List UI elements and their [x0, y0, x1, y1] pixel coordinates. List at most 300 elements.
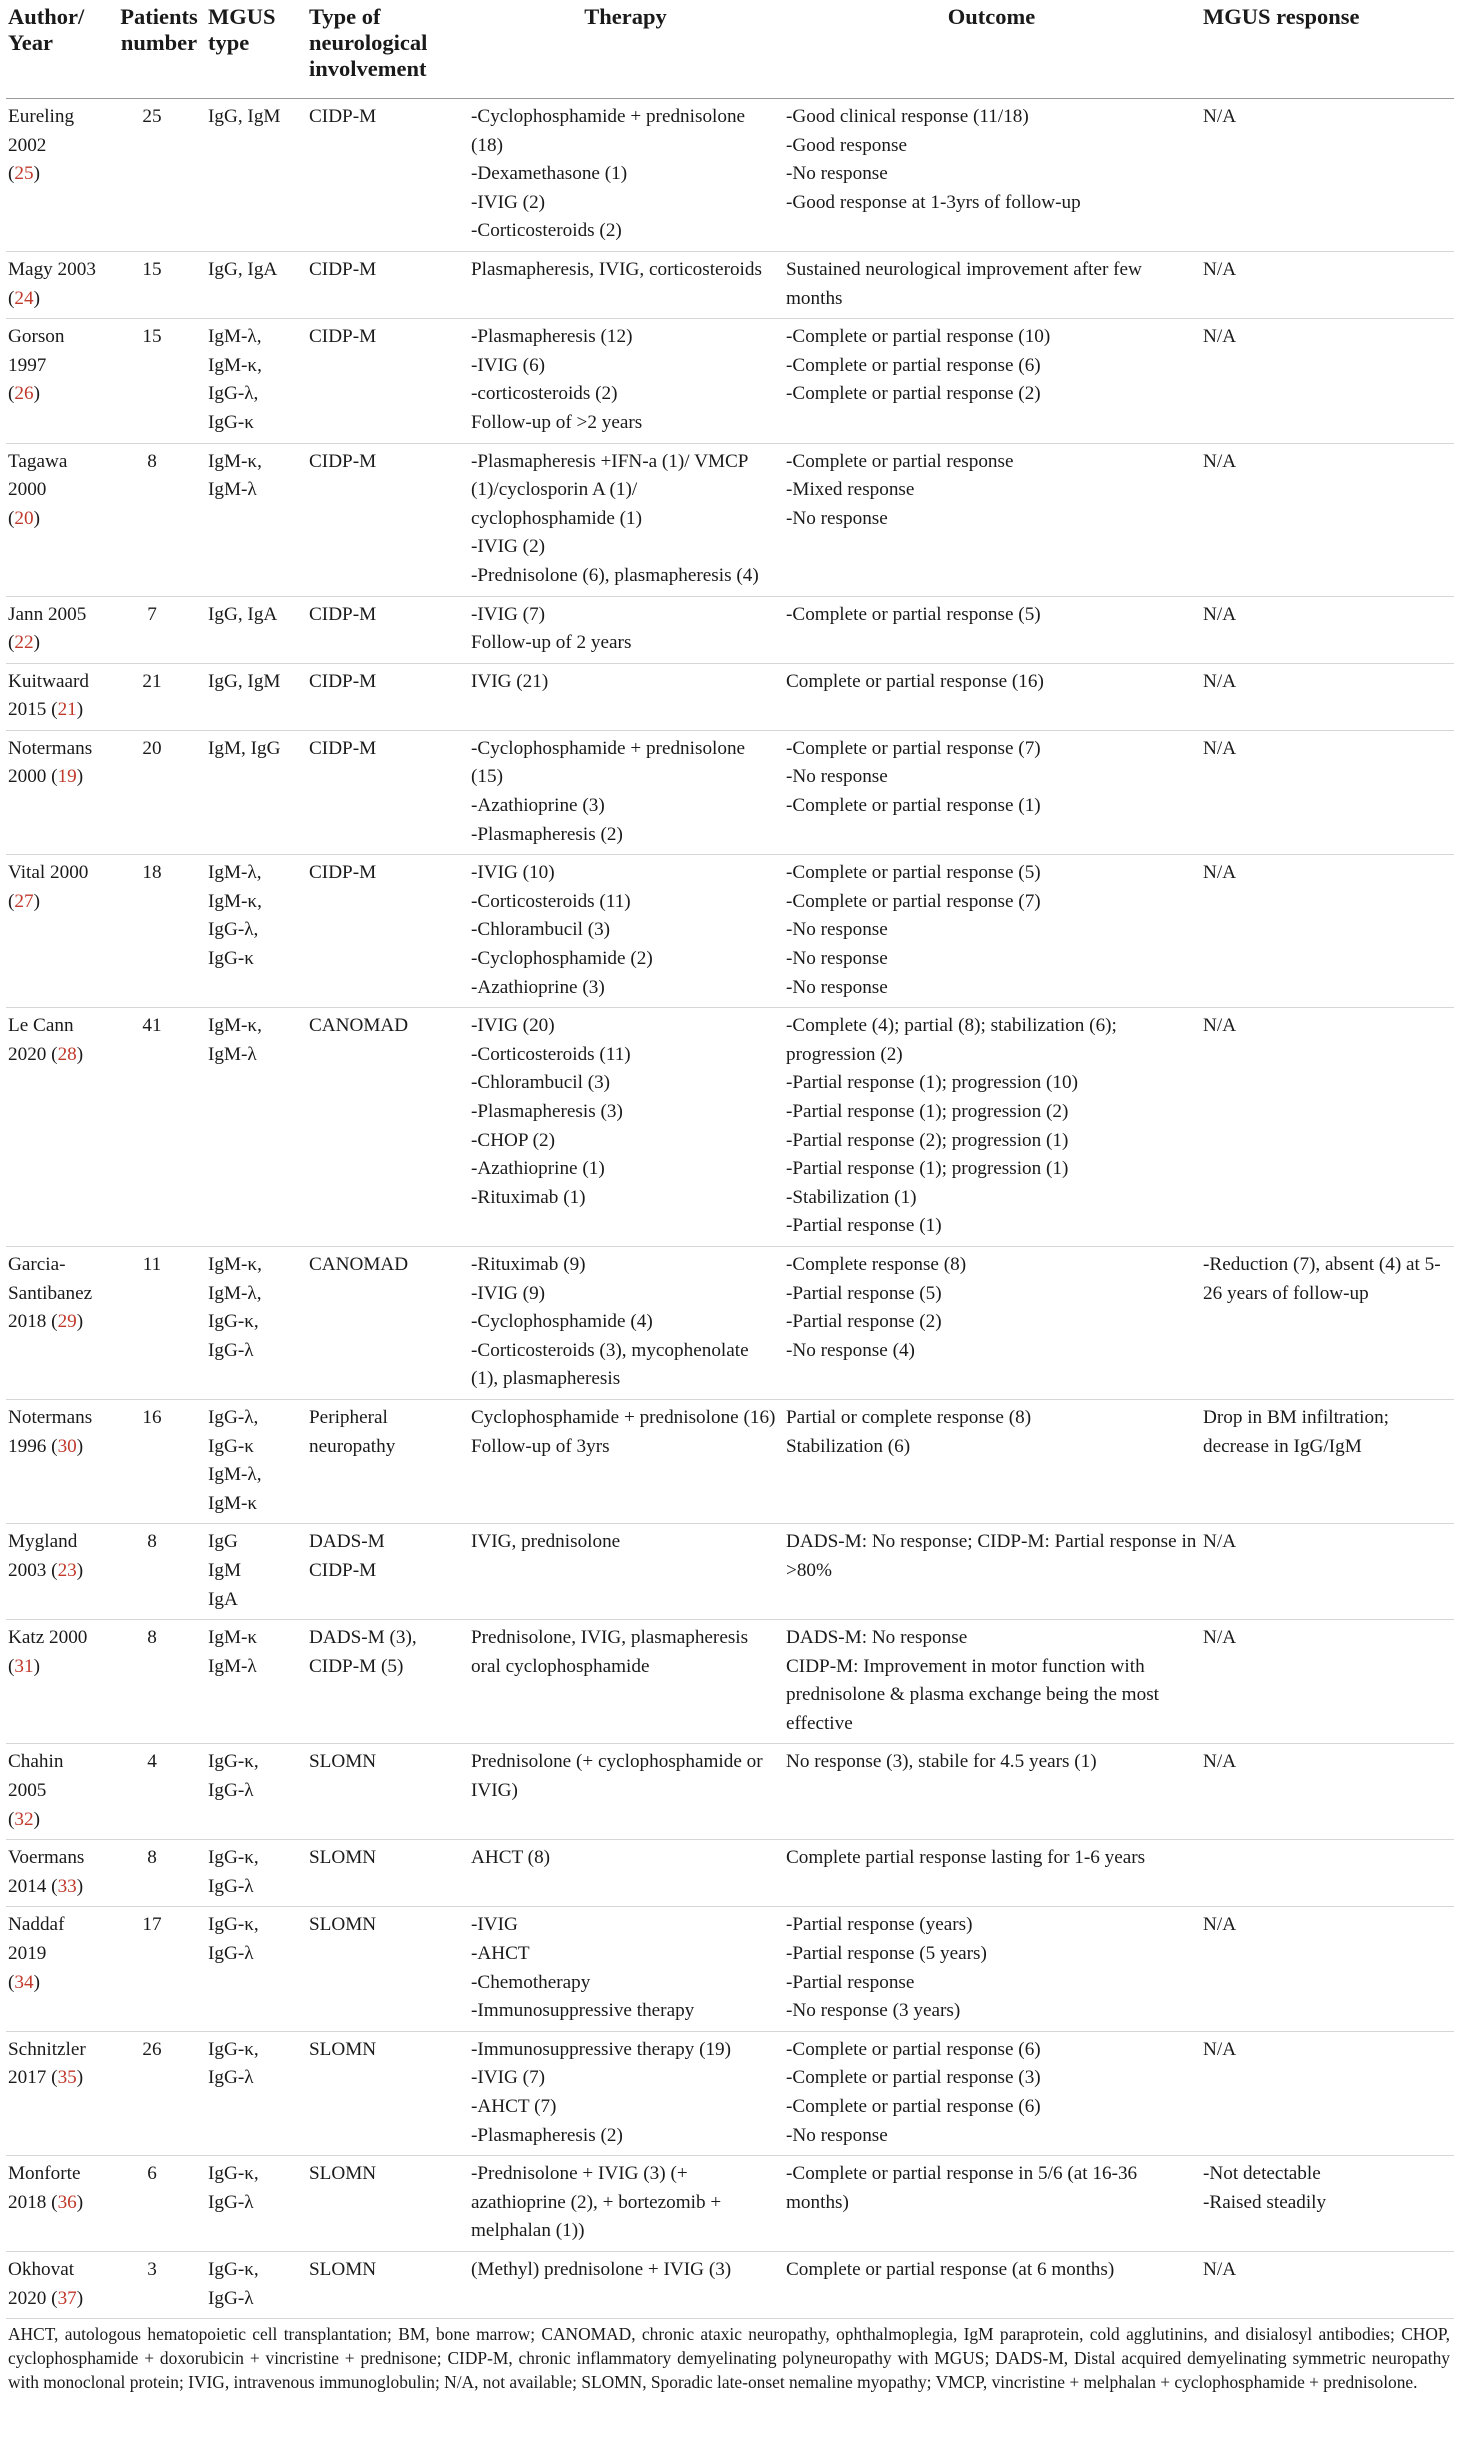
cell-mgus-type-line: IgG-κ, [208, 1847, 259, 1869]
cell-neurological-involvement-line: CIDP-M [309, 1559, 377, 1581]
cell-mgus-response [1203, 2031, 1454, 2155]
cell-outcome-line: -Stabilization (1) [786, 1186, 917, 1208]
cell-outcome-line: DADS-M: No response; CIDP-M: Partial response in >80% [786, 1531, 1197, 1581]
cell-mgus-type-line: IgM-λ, [208, 1464, 262, 1486]
cell-mgus-type-line: IgG-λ [208, 1339, 254, 1361]
cell-mgus-response [1203, 1840, 1454, 1907]
cell-outcome [786, 319, 1203, 443]
cell-outcome-line: -Partial response (1); progression (1) [786, 1158, 1069, 1180]
table-footnote: AHCT, autologous hematopoietic cell transplantation; BM, bone marrow; CANOMAD, chronic ataxic neuropathy, ophthalmoplegia, IgM paraprotein, cold agglutinins, and disialosyl antibodies; CHOP, cyclophosphamide + doxorubicin + vincristine + prednisone; CIDP-M, chronic inflammatory demyelinating polyneuropathy with MGUS; DADS-M, Distal acquired demyelinating symmetric neuropathy with monoclonal protein; IVIG, intravenous immunoglobulin; N/A, not available; SLOMN, Sporadic late-onset nemaline myopathy; VMCP, vincristine + melphalan + cyclophosphamide + prednisolone. [8, 2324, 1450, 2393]
table-row [6, 2251, 1454, 2318]
cell-outcome [786, 1246, 1203, 1399]
cell-mgus-response [1203, 730, 1454, 854]
reference-link[interactable]: 21 [57, 699, 77, 721]
author-line: (27) [8, 890, 40, 912]
cell-patients-number: 8 [110, 1524, 208, 1620]
cell-neurological-involvement-line: Peripheral neuropathy [309, 1406, 396, 1457]
author-line: Le Cann [8, 1015, 74, 1037]
cell-outcome-line: -Partial response (5) [786, 1282, 942, 1304]
table-row [6, 1246, 1454, 1399]
cell-author-year [6, 1524, 110, 1620]
author-line: Notermans [8, 737, 93, 759]
cell-therapy-line: -IVIG (20) [471, 1015, 555, 1037]
author-line: Magy 2003 [8, 258, 96, 280]
table-row [6, 663, 1454, 730]
author-line: 1997 [8, 354, 47, 376]
cell-mgus-type [208, 99, 309, 252]
cell-author-year [6, 663, 110, 730]
header-label-line: MGUS [208, 4, 276, 29]
cell-therapy-line: -Cyclophosphamide + prednisolone (18) [471, 106, 746, 156]
cell-mgus-type-line: IgM-λ [208, 479, 257, 501]
cell-mgus-type-line: IgM-κ, [208, 450, 262, 472]
header-label-line: Therapy [584, 4, 667, 29]
cell-outcome-line: -Complete or partial response (5) [786, 603, 1041, 625]
cell-author-year [6, 1840, 110, 1907]
cell-outcome [786, 596, 1203, 663]
author-line: 2000 (19) [8, 766, 84, 788]
cell-mgus-response [1203, 1008, 1454, 1247]
cell-therapy-line: -Immunosuppressive therapy [471, 2000, 695, 2022]
table-row [6, 1744, 1454, 1840]
reference-link[interactable]: 20 [14, 507, 34, 529]
cell-patients-number: 26 [110, 2031, 208, 2155]
reference-link[interactable]: 27 [14, 890, 34, 912]
cell-mgus-type-line: IgG, IgA [208, 258, 278, 280]
table-row [6, 1840, 1454, 1907]
cell-mgus-type-line: IgA [208, 1588, 238, 1610]
cell-neurological-involvement-line: SLOMN [309, 2038, 377, 2060]
header-patients-number [110, 2, 208, 99]
cell-author-year [6, 1907, 110, 2031]
cell-neurological-involvement [309, 443, 471, 596]
table-row [6, 596, 1454, 663]
author-line: (24) [8, 287, 40, 309]
cell-outcome-line: CIDP-M: Improvement in motor function with prednisolone & plasma exchange being the most effective [786, 1655, 1159, 1734]
cell-mgus-type-line: IgG [208, 1531, 238, 1553]
cell-therapy-line: -CHOP (2) [471, 1129, 556, 1151]
cell-neurological-involvement-line: DADS-M (3), [309, 1627, 417, 1649]
cell-therapy-line: -Plasmapheresis (2) [471, 2124, 623, 2146]
cell-therapy-line: Prednisolone (+ cyclophosphamide or IVIG) [471, 1751, 763, 1802]
cell-mgus-response-line: N/A [1203, 258, 1237, 280]
cell-therapy [471, 319, 786, 443]
cell-neurological-involvement-line: CANOMAD [309, 1015, 409, 1037]
reference-link[interactable]: 29 [57, 1311, 77, 1333]
cell-mgus-type [208, 251, 309, 318]
cell-therapy-line: -Azathioprine (3) [471, 976, 605, 998]
table-row [6, 1620, 1454, 1744]
cell-mgus-response [1203, 1907, 1454, 2031]
cell-author-year [6, 1399, 110, 1523]
cell-neurological-involvement-line: CIDP-M [309, 450, 377, 472]
cell-mgus-response [1203, 596, 1454, 663]
table-row [6, 855, 1454, 1008]
cell-mgus-type-line: IgG-λ [208, 2287, 254, 2309]
reference-link[interactable]: 37 [57, 2287, 77, 2309]
cell-mgus-type-line: IgG-κ [208, 948, 254, 970]
cell-mgus-type-line: IgM-κ [208, 1627, 258, 1649]
header-therapy [471, 2, 786, 99]
cell-mgus-response-line: -Raised steadily [1203, 2191, 1327, 2213]
table-row [6, 443, 1454, 596]
author-line: Jann 2005 [8, 603, 87, 625]
cell-outcome-line: -Complete response (8) [786, 1253, 967, 1275]
cell-therapy-line: -corticosteroids (2) [471, 383, 618, 405]
cell-outcome-line: -Partial response (2); progression (1) [786, 1129, 1069, 1151]
header-label-line: MGUS response [1203, 4, 1360, 29]
cell-mgus-type [208, 1907, 309, 2031]
cell-mgus-type-line: IgG, IgA [208, 603, 278, 625]
header-neurological-involvement [309, 2, 471, 99]
cell-mgus-type-line: IgG-κ [208, 411, 254, 433]
cell-outcome-line: Sustained neurological improvement after few months [786, 258, 1142, 309]
cell-patients-number: 25 [110, 99, 208, 252]
reference-link[interactable]: 30 [57, 1435, 77, 1457]
cell-outcome-line: -No response [786, 507, 888, 529]
cell-neurological-involvement-line: CIDP-M [309, 326, 377, 348]
author-line: (34) [8, 1971, 40, 1993]
cell-outcome-line: -No response [786, 766, 888, 788]
table-body [6, 99, 1454, 2319]
table-row [6, 730, 1454, 854]
reference-link[interactable]: 36 [57, 2191, 77, 2213]
cell-neurological-involvement-line: CIDP-M [309, 670, 377, 692]
cell-neurological-involvement-line: CIDP-M [309, 603, 377, 625]
cell-patients-number: 11 [110, 1246, 208, 1399]
cell-patients-number: 8 [110, 443, 208, 596]
header-outcome [786, 2, 1203, 99]
cell-neurological-involvement [309, 855, 471, 1008]
cell-neurological-involvement-line: CIDP-M [309, 106, 377, 127]
author-line: 2017 (35) [8, 2067, 84, 2089]
cell-mgus-response-line: N/A [1203, 1751, 1237, 1773]
author-line: Santibanez [8, 1282, 93, 1304]
cell-neurological-involvement [309, 596, 471, 663]
cell-outcome-line: -Complete or partial response (6) [786, 2096, 1041, 2117]
cell-therapy-line: Prednisolone, IVIG, plasmapheresis oral cyclophosphamide [471, 1627, 749, 1677]
cell-author-year [6, 1008, 110, 1247]
cell-therapy [471, 2156, 786, 2252]
cell-therapy-line: -Plasmapheresis (2) [471, 823, 623, 845]
cell-outcome-line: -Complete or partial response (6) [786, 354, 1041, 376]
author-line: Mygland [8, 1531, 78, 1553]
cell-patients-number: 3 [110, 2251, 208, 2318]
cell-therapy [471, 1008, 786, 1247]
cell-outcome-line: No response (3), stabile for 4.5 years (1) [786, 1751, 1097, 1773]
header-label-line: Patients [120, 4, 198, 29]
cell-mgus-response-line: -Reduction (7), absent (4) at 5-26 years of follow-up [1203, 1253, 1441, 1304]
author-line: (22) [8, 632, 40, 654]
cell-neurological-involvement-line: CIDP-M [309, 737, 377, 759]
cell-mgus-type [208, 855, 309, 1008]
cell-mgus-response [1203, 251, 1454, 318]
cell-outcome-line: Partial or complete response (8) [786, 1406, 1032, 1428]
table-row [6, 1907, 1454, 2031]
cell-therapy-line: -IVIG (2) [471, 536, 546, 558]
cell-therapy-line: Cyclophosphamide + prednisolone (16) [471, 1406, 776, 1428]
reference-link[interactable]: 31 [14, 1655, 34, 1677]
cell-outcome [786, 2031, 1203, 2155]
cell-neurological-involvement-line: DADS-M [309, 1531, 385, 1553]
cell-outcome [786, 2251, 1203, 2318]
cell-mgus-type [208, 1524, 309, 1620]
author-line: 2002 [8, 134, 47, 156]
cell-neurological-involvement [309, 1399, 471, 1523]
cell-therapy-line: -Cyclophosphamide + prednisolone (15) [471, 737, 746, 788]
author-line: 2015 (21) [8, 699, 84, 721]
cell-outcome-line: -Partial response (1); progression (2) [786, 1101, 1069, 1122]
cell-author-year [6, 251, 110, 318]
cell-therapy-line: Plasmapheresis, IVIG, corticosteroids [471, 258, 762, 280]
cell-mgus-response-line: N/A [1203, 1914, 1237, 1936]
author-line: Eureling [8, 106, 75, 127]
cell-author-year [6, 730, 110, 854]
author-line: (32) [8, 1808, 40, 1830]
cell-therapy [471, 663, 786, 730]
reference-link[interactable]: 22 [14, 632, 34, 654]
cell-mgus-type-line: IgG-κ, [208, 2038, 259, 2060]
author-line: Schnitzler [8, 2038, 86, 2060]
cell-therapy-line: -AHCT [471, 1943, 530, 1965]
cell-neurological-involvement [309, 730, 471, 854]
cell-therapy-line: -Azathioprine (3) [471, 795, 605, 817]
cell-outcome-line: -Partial response (5 years) [786, 1943, 987, 1965]
header-label-line: Author/ [8, 4, 85, 29]
cell-mgus-type [208, 663, 309, 730]
cell-neurological-involvement [309, 2031, 471, 2155]
cell-therapy [471, 2031, 786, 2155]
cell-therapy [471, 2251, 786, 2318]
author-line: (25) [8, 163, 40, 185]
cell-mgus-response-line: N/A [1203, 1531, 1237, 1553]
cell-mgus-type [208, 2156, 309, 2252]
cell-outcome-line: -Mixed response [786, 479, 915, 501]
cell-outcome-line: -Complete or partial response (7) [786, 890, 1041, 912]
cell-outcome-line: -Complete or partial response (3) [786, 2067, 1041, 2089]
cell-mgus-response [1203, 1524, 1454, 1620]
cell-mgus-type-line: IgM-κ [208, 1492, 258, 1514]
reference-link[interactable]: 19 [57, 766, 77, 788]
cell-patients-number: 17 [110, 1907, 208, 2031]
cell-patients-number: 20 [110, 730, 208, 854]
reference-link[interactable]: 25 [14, 163, 34, 185]
cell-neurological-involvement [309, 1907, 471, 2031]
cell-mgus-type [208, 1840, 309, 1907]
header-label-line: number [120, 30, 198, 55]
cell-outcome-line: -Good clinical response (11/18) [786, 106, 1029, 127]
cell-neurological-involvement [309, 251, 471, 318]
reference-link[interactable]: 26 [14, 383, 34, 405]
cell-mgus-type [208, 1744, 309, 1840]
cell-mgus-response-line: N/A [1203, 603, 1237, 625]
cell-mgus-response [1203, 1620, 1454, 1744]
cell-therapy-line: -Azathioprine (1) [471, 1158, 605, 1180]
cell-therapy-line: Follow-up of >2 years [471, 411, 643, 433]
cell-neurological-involvement [309, 1744, 471, 1840]
author-line: 2020 (28) [8, 1043, 84, 1065]
author-line: Chahin 2005 [8, 1751, 64, 1802]
reference-link[interactable]: 33 [57, 1875, 77, 1897]
cell-therapy [471, 443, 786, 596]
cell-author-year [6, 2156, 110, 2252]
cell-mgus-type-line: IgG-κ, [208, 2258, 259, 2280]
cell-mgus-response-line: N/A [1203, 737, 1237, 759]
cell-therapy [471, 730, 786, 854]
author-line: Voermans [8, 1847, 85, 1869]
cell-mgus-type-line: IgM-κ, [208, 890, 262, 912]
cell-mgus-type [208, 1620, 309, 1744]
cell-outcome-line: -Good response [786, 134, 907, 156]
cell-mgus-response [1203, 1399, 1454, 1523]
cell-neurological-involvement [309, 319, 471, 443]
cell-neurological-involvement [309, 1524, 471, 1620]
cell-patients-number: 41 [110, 1008, 208, 1247]
cell-outcome-line: -Complete (4); partial (8); stabilization (6); progression (2) [786, 1015, 1117, 1065]
cell-mgus-response-line: N/A [1203, 1627, 1237, 1649]
cell-outcome [786, 1008, 1203, 1247]
header-author-year [6, 2, 110, 99]
reference-link[interactable]: 23 [57, 1559, 77, 1581]
cell-author-year [6, 443, 110, 596]
cell-mgus-response-line: N/A [1203, 326, 1237, 348]
author-line: 2014 (33) [8, 1875, 84, 1897]
cell-therapy [471, 1399, 786, 1523]
cell-mgus-response-line: N/A [1203, 106, 1237, 127]
cell-patients-number: 8 [110, 1840, 208, 1907]
cell-neurological-involvement-line: CIDP-M [309, 862, 377, 884]
cell-mgus-type-line: IgG-λ, [208, 1406, 259, 1428]
cell-mgus-response [1203, 855, 1454, 1008]
cell-therapy-line: -Corticosteroids (2) [471, 220, 622, 242]
cell-patients-number: 7 [110, 596, 208, 663]
cell-therapy-line: -Dexamethasone (1) [471, 163, 628, 185]
cell-outcome-line: -Complete or partial response (10) [786, 326, 1051, 348]
cell-neurological-involvement [309, 1840, 471, 1907]
cell-mgus-type-line: IgM-λ [208, 1655, 257, 1677]
cell-mgus-response [1203, 1246, 1454, 1399]
header-label-line: Year [8, 30, 53, 55]
reference-link[interactable]: 35 [57, 2067, 77, 2089]
cell-mgus-type-line: IgG-κ, [208, 1914, 259, 1936]
cell-therapy-line: -Corticosteroids (11) [471, 890, 631, 912]
header-label-line: involvement [309, 56, 427, 81]
reference-link[interactable]: 34 [14, 1971, 34, 1993]
table-row [6, 1524, 1454, 1620]
cell-outcome-line: -Partial response (2) [786, 1311, 942, 1333]
cell-outcome [786, 443, 1203, 596]
cell-therapy [471, 1907, 786, 2031]
author-line: Gorson [8, 326, 65, 348]
cell-outcome-line: -Complete or partial response (2) [786, 383, 1041, 405]
cell-outcome [786, 1840, 1203, 1907]
cell-outcome-line: -Complete or partial response (5) [786, 862, 1041, 884]
cell-neurological-involvement-line: SLOMN [309, 1751, 377, 1773]
cell-outcome-line: -No response [786, 976, 888, 998]
cell-mgus-response-line: N/A [1203, 450, 1237, 472]
cell-outcome-line: -Complete or partial response in 5/6 (at 16-36 months) [786, 2163, 1138, 2213]
reference-link[interactable]: 28 [57, 1043, 77, 1065]
cell-therapy-line: -Cyclophosphamide (2) [471, 948, 653, 970]
author-line: Katz 2000 [8, 1627, 88, 1649]
cell-outcome [786, 99, 1203, 252]
cell-patients-number: 21 [110, 663, 208, 730]
author-line: (31) [8, 1655, 40, 1677]
cell-therapy-line: -Chlorambucil (3) [471, 919, 611, 941]
cell-mgus-response-line: -Not detectable [1203, 2163, 1321, 2185]
cell-therapy-line: -IVIG (10) [471, 862, 555, 884]
header-mgus-type [208, 2, 309, 99]
cell-outcome-line: -Complete or partial response (7) [786, 737, 1041, 759]
header-label-line: Outcome [947, 4, 1036, 29]
cell-mgus-type-line: IgG-κ [208, 1435, 254, 1457]
cell-mgus-type-line: IgG-λ, [208, 383, 259, 405]
cell-mgus-type [208, 319, 309, 443]
cell-outcome [786, 1399, 1203, 1523]
cell-author-year [6, 2031, 110, 2155]
author-line: Naddaf 2019 [8, 1914, 65, 1965]
cell-therapy-line: -Prednisolone (6), plasmapheresis (4) [471, 564, 759, 586]
cell-neurological-involvement-line: CIDP-M [309, 258, 377, 280]
cell-therapy-line: -Rituximab (1) [471, 1186, 586, 1208]
cell-outcome [786, 1744, 1203, 1840]
cell-mgus-type-line: IgM [208, 1559, 242, 1581]
cell-therapy-line: -Plasmapheresis (12) [471, 326, 633, 348]
cell-mgus-response [1203, 443, 1454, 596]
table-header-row [6, 2, 1454, 99]
cell-outcome-line: -Partial response (1); progression (10) [786, 1072, 1079, 1094]
cell-outcome-line: Complete or partial response (at 6 months) [786, 2258, 1115, 2280]
cell-mgus-response-line: N/A [1203, 862, 1237, 884]
cell-mgus-type-line: IgM, IgG [208, 737, 281, 759]
cell-mgus-response [1203, 99, 1454, 252]
reference-link[interactable]: 24 [14, 287, 34, 309]
cell-outcome-line: -No response [786, 163, 888, 185]
cell-therapy-line: -IVIG (7) [471, 603, 546, 625]
cell-therapy-line: AHCT (8) [471, 1847, 551, 1869]
cell-mgus-type-line: IgM-κ, [208, 1015, 262, 1037]
cell-outcome-line: Stabilization (6) [786, 1435, 911, 1457]
cell-mgus-type [208, 1246, 309, 1399]
cell-outcome-line: Complete partial response lasting for 1-6 years [786, 1847, 1146, 1869]
author-line: 2018 (29) [8, 1311, 84, 1333]
cell-mgus-response-line: N/A [1203, 2038, 1237, 2060]
cell-outcome-line: DADS-M: No response [786, 1627, 968, 1649]
reference-link[interactable]: 32 [14, 1808, 34, 1830]
header-label-line: type [208, 30, 250, 55]
cell-therapy-line: -IVIG (6) [471, 354, 546, 376]
cell-mgus-type-line: IgG, IgM [208, 106, 281, 127]
cell-mgus-response-line: N/A [1203, 1015, 1237, 1037]
table-row [6, 1008, 1454, 1247]
cell-patients-number: 16 [110, 1399, 208, 1523]
cell-neurological-involvement-line: SLOMN [309, 1914, 377, 1936]
table-row [6, 2031, 1454, 2155]
cell-outcome [786, 2156, 1203, 2252]
cell-neurological-involvement [309, 2251, 471, 2318]
cell-outcome [786, 251, 1203, 318]
cell-therapy [471, 99, 786, 252]
cell-therapy-line: -Cyclophosphamide (4) [471, 1311, 653, 1333]
cell-outcome-line: -Partial response (years) [786, 1914, 973, 1936]
table-row [6, 251, 1454, 318]
cell-neurological-involvement-line: SLOMN [309, 2258, 377, 2280]
cell-mgus-type [208, 1008, 309, 1247]
cell-outcome-line: -Complete or partial response [786, 450, 1014, 472]
cell-mgus-response [1203, 2251, 1454, 2318]
cell-therapy [471, 1246, 786, 1399]
cell-therapy-line: -Immunosuppressive therapy (19) [471, 2038, 732, 2060]
